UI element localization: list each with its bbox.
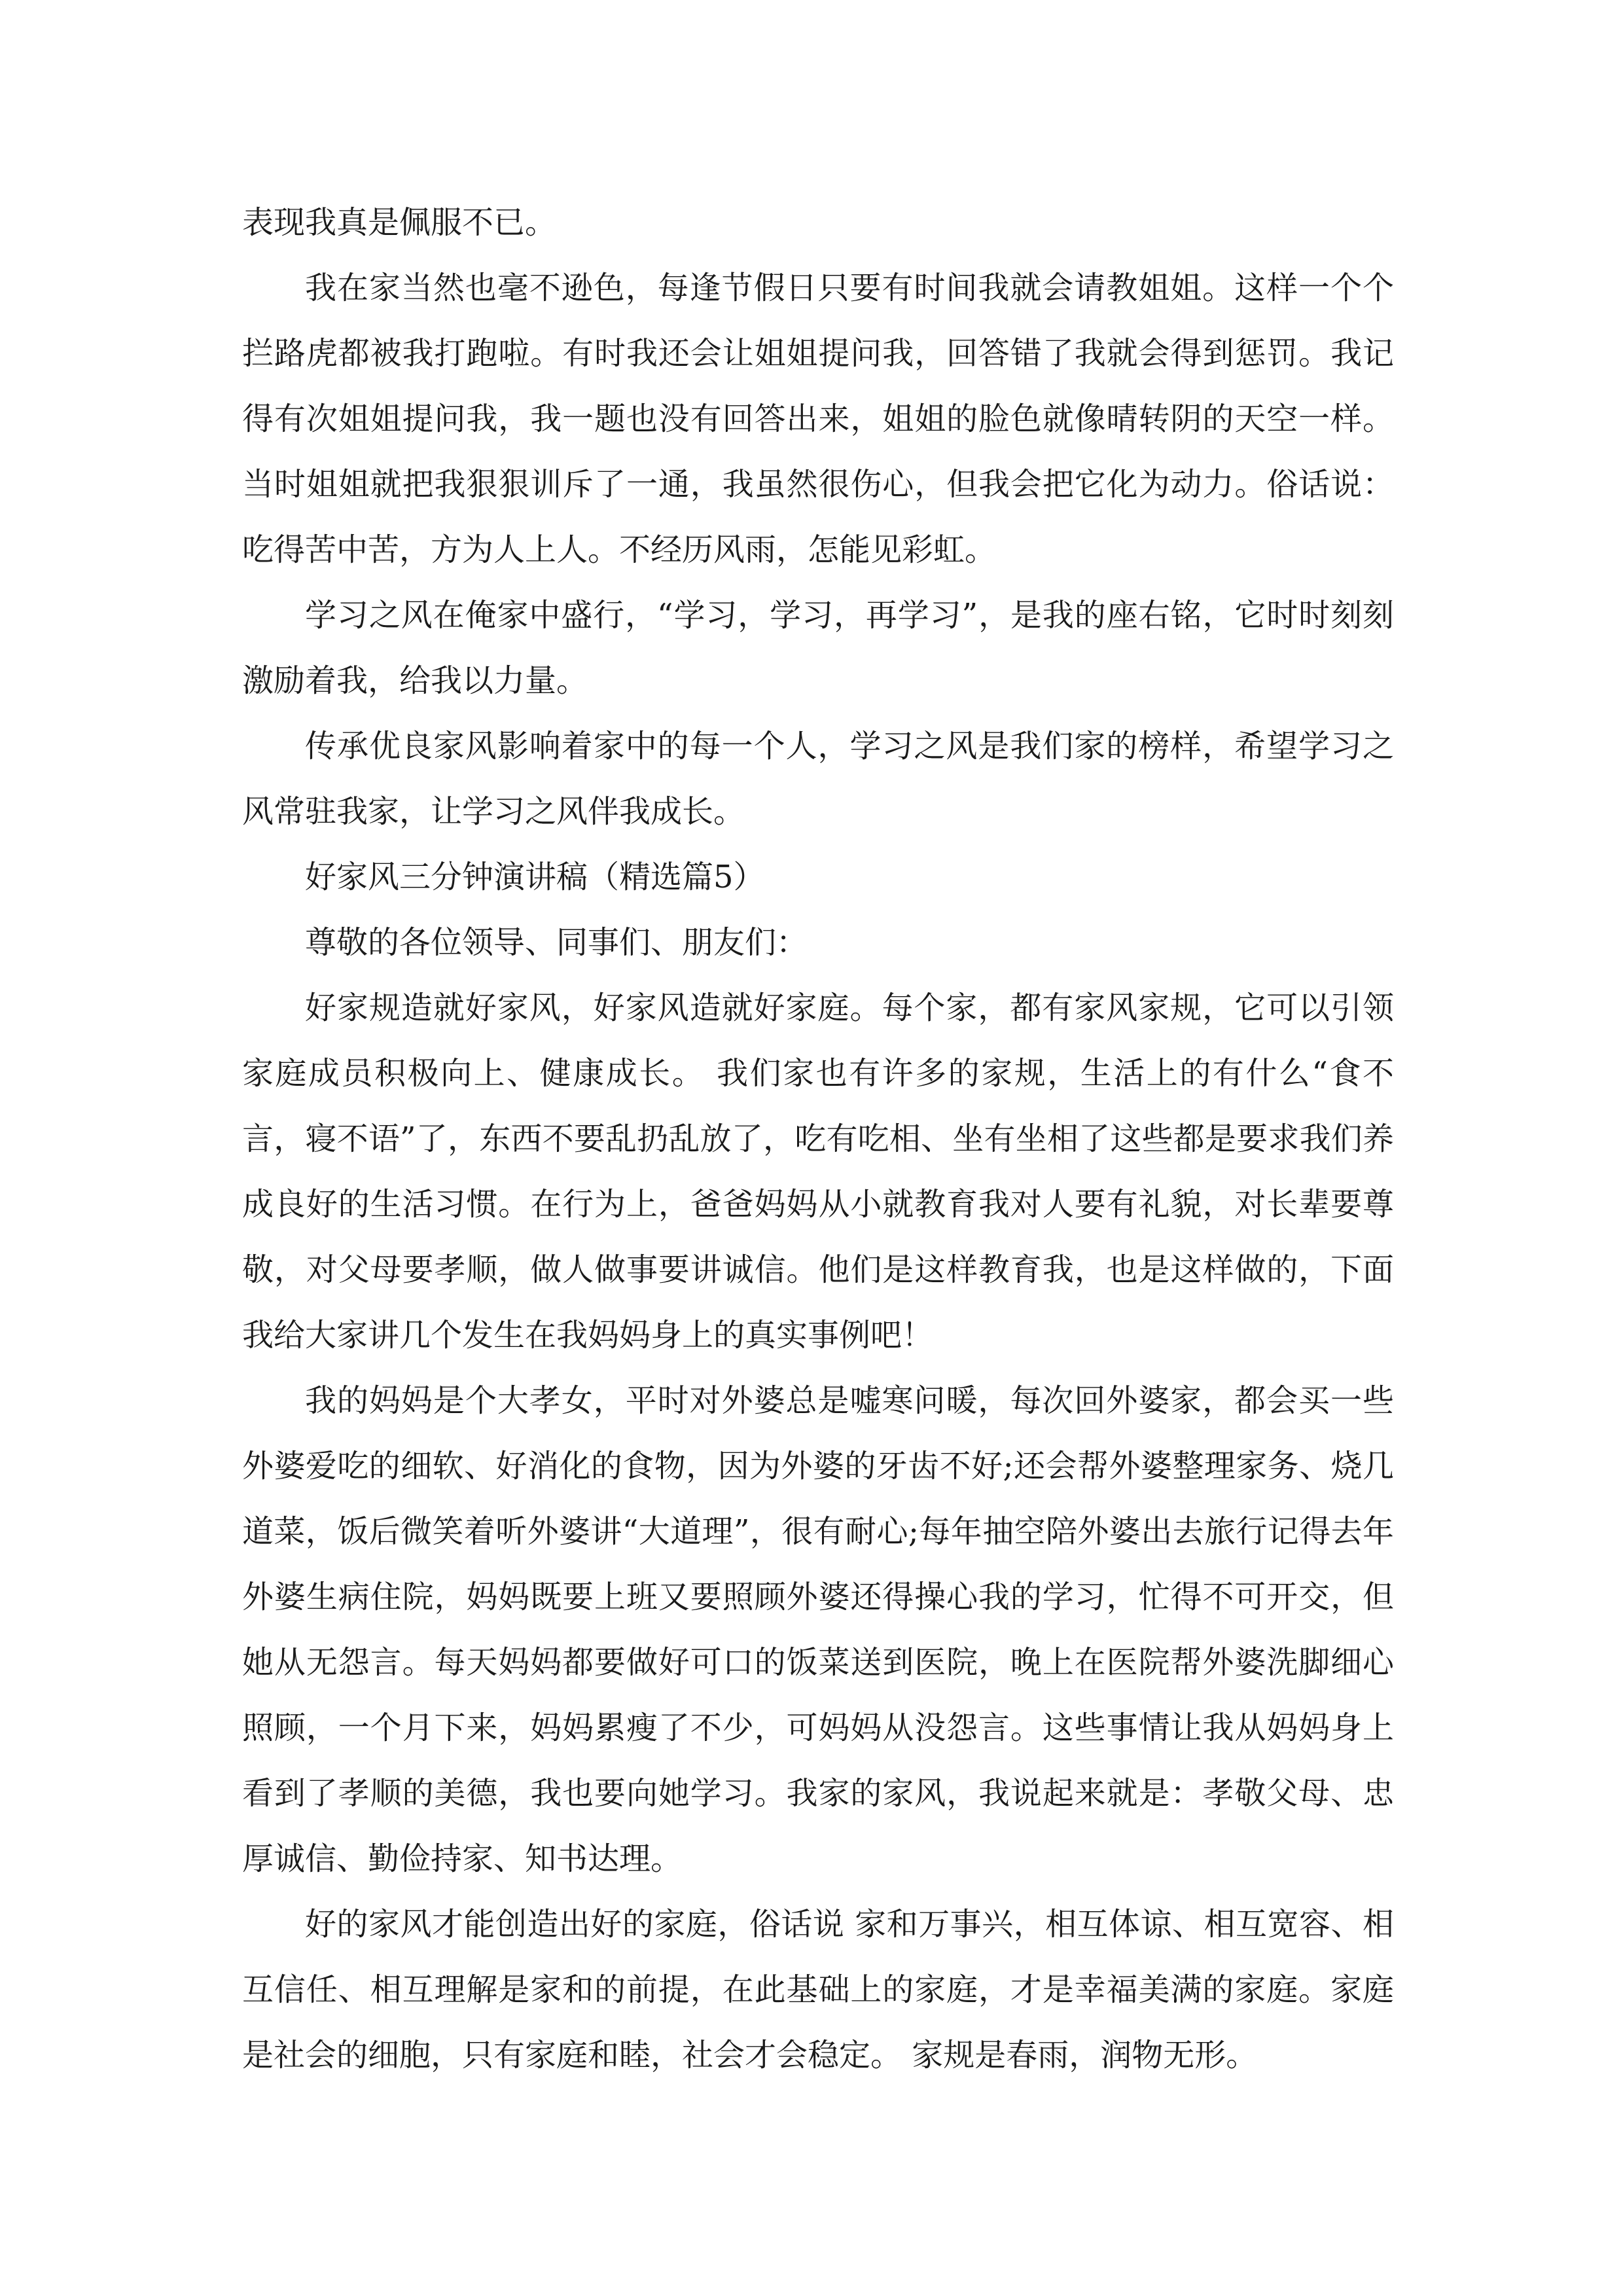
paragraph: 学习之风在俺家中盛行，“学习，学习，再学习”，是我的座右铭，它时时刻刻激励着我，给我以力量。 [242,597,1394,699]
document-body [242,190,1394,2088]
paragraph: 表现我真是佩服不已。 [242,204,557,241]
paragraph: 我在家当然也毫不逊色，每逢节假日只要有时间我就会请教姐姐。这样一个个拦路虎都被我打跑啦。有时我还会让姐姐提问我，回答错了我就会得到惩罚。我记得有次姐姐提问我，我一题也没有回答出来，姐姐的脸色就像晴转阴的天空一样。当时姐姐就把我狠狠训斥了一通，我虽然很伤心，但我会把它化为动力。俗话说：吃得苦中苦，方为人上人。不经历风雨，怎能见彩虹。 [242,270,1394,568]
paragraph: 好家规造就好家风，好家风造就好家庭。每个家，都有家风家规，它可以引领家庭成员积极向上、健康成长。 我们家也有许多的家规，生活上的有什么“食不言，寝不语”了，东西不要乱扔乱放了，吃有吃相、坐有坐相了这些都是要求我们养成良好的生活习惯。在行为上，爸爸妈妈从小就教育我对人要有礼貌，对长辈要尊敬，对父母要孝顺，做人做事要讲诚信。他们是这样教育我，也是这样做的，下面我给大家讲几个发生在我妈妈身上的真实事例吧！ [242,990,1394,1354]
paragraph: 好的家风才能创造出好的家庭，俗话说 家和万事兴，相互体谅、相互宽容、相互信任、相互理解是家和的前提，在此基础上的家庭，才是幸福美满的家庭。家庭是社会的细胞，只有家庭和睦，社会才会稳定。 家规是春雨，润物无形。 [242,1906,1394,2073]
paragraph: 传承优良家风影响着家中的每一个人，学习之风是我们家的榜样，希望学习之风常驻我家，让学习之风伴我成长。 [242,728,1394,830]
salutation: 尊敬的各位领导、同事们、朋友们： [305,924,808,961]
paragraph: 我的妈妈是个大孝女，平时对外婆总是嘘寒问暖，每次回外婆家，都会买一些外婆爱吃的细软、好消化的食物，因为外婆的牙齿不好;还会帮外婆整理家务、烧几道菜，饭后微笑着听外婆讲“大道理”，很有耐心;每年抽空陪外婆出去旅行记得去年外婆生病住院，妈妈既要上班又要照顾外婆还得操心我的学习，忙得不可开交，但她从无怨言。每天妈妈都要做好可口的饭菜送到医院，晚上在医院帮外婆洗脚细心照顾，一个月下来，妈妈累瘦了不少，可妈妈从没怨言。这些事情让我从妈妈身上看到了孝顺的美德，我也要向她学习。我家的家风，我说起来就是：孝敬父母、忠厚诚信、勤俭持家、知书达理。 [242,1382,1394,1877]
section-heading: 好家风三分钟演讲稿（精选篇5） [305,859,765,895]
